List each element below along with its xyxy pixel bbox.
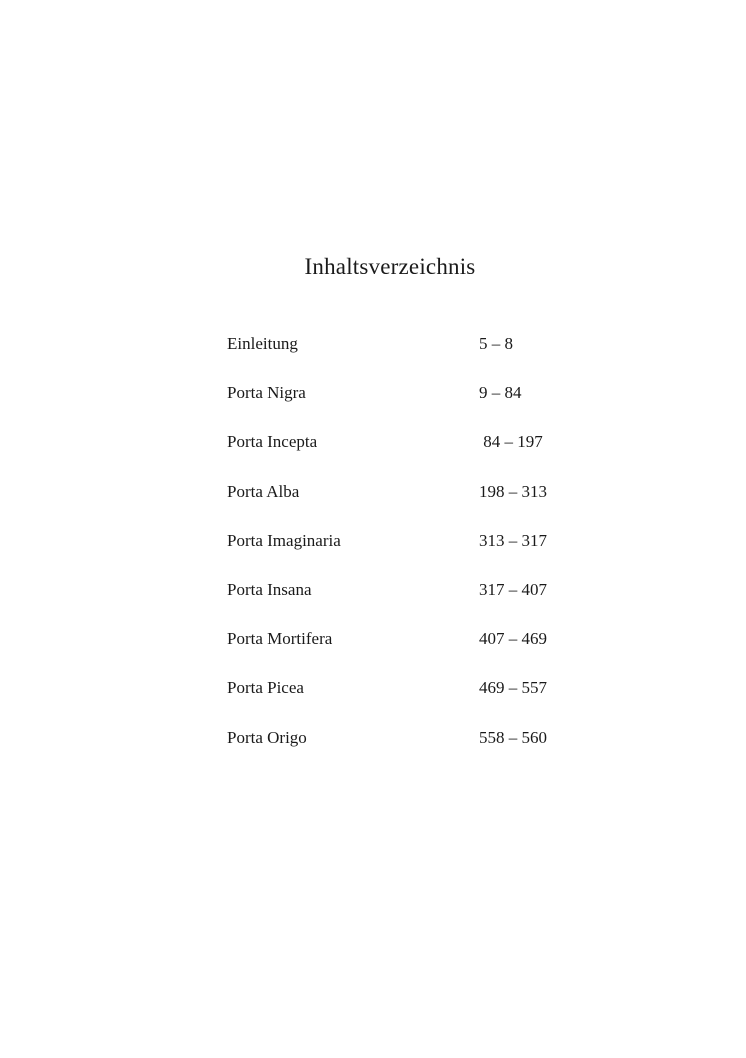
toc-entry-pages: 5 – 8 (479, 334, 513, 353)
toc-list (227, 334, 587, 777)
toc-entry-pages: 84 – 197 (479, 432, 543, 452)
toc-entry-pages: 469 – 557 (479, 678, 547, 698)
toc-entry-label: Porta Incepta (227, 432, 318, 452)
toc-entry-pages: 198 – 313 (479, 481, 547, 501)
toc-entry-label: Porta Picea (227, 678, 304, 698)
toc-entry-label: Porta Insana (227, 579, 312, 599)
toc-entry (227, 482, 587, 531)
toc-entry-pages: 9 – 84 (479, 383, 522, 403)
toc-entry-pages: 558 – 560 (479, 727, 547, 747)
toc-entry (227, 334, 587, 383)
toc-entry-label: Porta Imaginaria (227, 530, 341, 550)
toc-entry (227, 531, 587, 580)
toc-entry (227, 728, 587, 777)
toc-entry-label: Porta Mortifera (227, 629, 333, 649)
toc-entry (227, 580, 587, 629)
toc-entry-pages: 407 – 469 (479, 629, 547, 649)
toc-entry (227, 432, 587, 481)
toc-entry-label: Porta Origo (227, 727, 307, 747)
toc-entry-pages: 317 – 407 (479, 579, 547, 599)
toc-title: Inhaltsverzeichnis (304, 254, 476, 279)
toc-entry (227, 629, 587, 678)
toc-entry-label: Porta Nigra (227, 383, 306, 403)
toc-entry-pages: 313 – 317 (479, 530, 547, 550)
toc-entry-label: Einleitung (227, 334, 298, 353)
toc-entry-label: Porta Alba (227, 481, 300, 501)
toc-entry (227, 678, 587, 727)
toc-entry (227, 383, 587, 432)
